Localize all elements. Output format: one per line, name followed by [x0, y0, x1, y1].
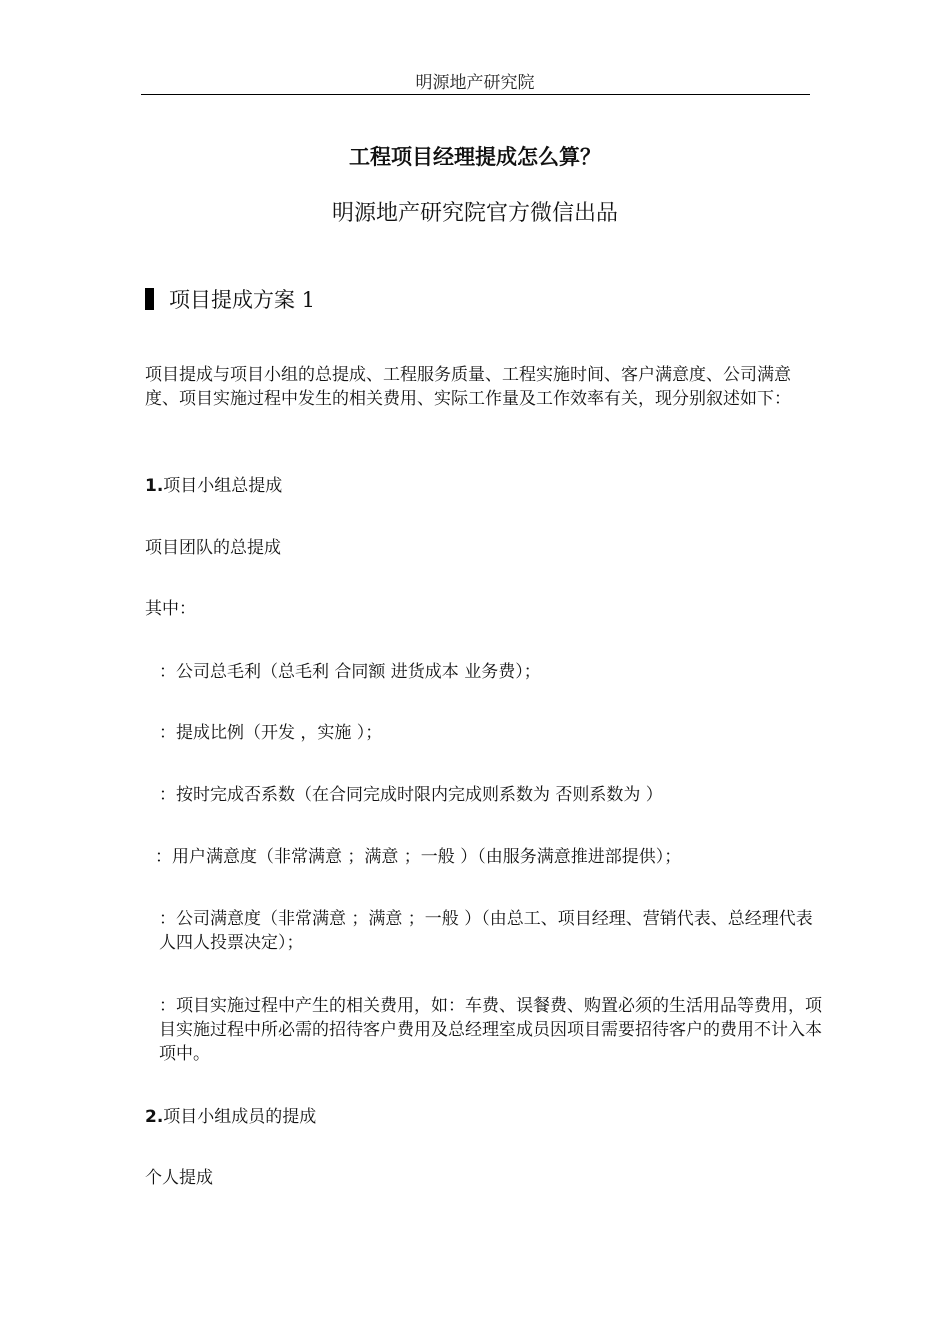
section-heading: [145, 284, 315, 314]
section-heading-text: 项目提成方案 1: [169, 288, 316, 312]
item-2-label: 项目小组成员的提成: [163, 1107, 317, 1127]
item-1-label: 项目小组总提成: [163, 476, 283, 496]
personal-line: 个人提成: [145, 1168, 213, 1188]
team-total-line: 项目团队的总提成: [145, 538, 281, 558]
header-rule: [141, 94, 810, 95]
definition-1: ：公司总毛利（总毛利 合同额 进货成本 业务费）；: [159, 662, 541, 682]
definition-6: ：项目实施过程中产生的相关费用，如：车费、误餐费、购置必须的生活用品等费用，项目实施过程中所必需的招待客户费用及总经理室成员因项目需要招待客户的费用不计入本项中。: [159, 996, 822, 1064]
intro-paragraph: 项目提成与项目小组的总提成、工程服务质量、工程实施时间、客户满意度、公司满意度、项目实施过程中发生的相关费用、实际工作量及工作效率有关，现分别叙述如下：: [145, 365, 791, 409]
item-1-number: 1.: [145, 476, 164, 496]
item-2-heading: [145, 1105, 810, 1129]
page-header: 明源地产研究院: [415, 73, 535, 93]
definition-5: ：公司满意度（非常满意 ；满意 ；一般 ）（由总工、项目经理、营销代表、总经理代表 人四人投票决定）；: [159, 909, 813, 953]
where-line: 其中：: [145, 599, 196, 619]
definition-2: ：提成比例（开发 ，实施 ）；: [159, 723, 383, 743]
definition-4: ：用户满意度（非常满意 ；满意 ；一般 ）（由服务满意推进部提供）；: [155, 847, 682, 867]
definition-3: ：按时完成否系数（在合同完成时限内完成则系数为 否则系数为 ）: [159, 785, 663, 805]
section-marker: [145, 288, 154, 310]
document-subtitle: 明源地产研究院官方微信出品: [331, 201, 618, 226]
item-2-number: 2.: [145, 1107, 164, 1127]
item-1-heading: [145, 474, 810, 498]
document-title: 工程项目经理提成怎么算？: [349, 145, 601, 169]
